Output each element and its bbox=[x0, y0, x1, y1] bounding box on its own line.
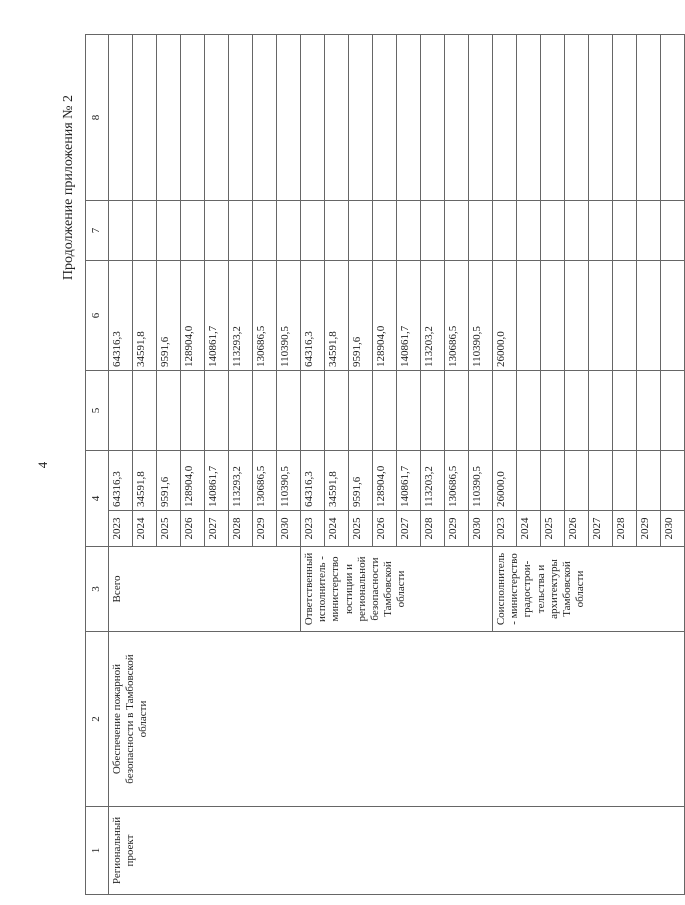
header-col-8: 8 bbox=[86, 35, 109, 201]
col8-cell bbox=[493, 35, 517, 201]
col4-value-cell: 34591,8 bbox=[325, 451, 349, 511]
col6-value-cell: 26000,0 bbox=[493, 261, 517, 371]
year-cell: 2024 bbox=[325, 511, 349, 547]
col6-value-cell: 34591,8 bbox=[325, 261, 349, 371]
year-cell: 2030 bbox=[277, 511, 301, 547]
col8-cell bbox=[109, 35, 133, 201]
col8-cell bbox=[181, 35, 205, 201]
rotated-page bbox=[35, 35, 675, 895]
col7-cell bbox=[613, 201, 637, 261]
col7-cell bbox=[205, 201, 229, 261]
col7-cell bbox=[661, 201, 685, 261]
budget-table bbox=[85, 34, 685, 895]
col5-cell bbox=[205, 371, 229, 451]
year-cell: 2028 bbox=[229, 511, 253, 547]
col8-cell bbox=[301, 35, 325, 201]
col4-value-cell bbox=[541, 451, 565, 511]
col8-cell bbox=[613, 35, 637, 201]
col7-cell bbox=[181, 201, 205, 261]
col8-cell bbox=[541, 35, 565, 201]
col8-cell bbox=[157, 35, 181, 201]
col5-cell bbox=[589, 371, 613, 451]
group-name-cell: Соисполнитель - министерство градострои- тельства и архитектуры Тамбовской области bbox=[493, 547, 685, 632]
col8-cell bbox=[661, 35, 685, 201]
group-name-cell: Всего bbox=[109, 547, 301, 632]
col6-value-cell: 140861,7 bbox=[397, 261, 421, 371]
col6-value-cell bbox=[637, 261, 661, 371]
col6-value-cell: 110390,5 bbox=[277, 261, 301, 371]
col8-cell bbox=[133, 35, 157, 201]
col6-value-cell bbox=[541, 261, 565, 371]
col7-cell bbox=[589, 201, 613, 261]
col7-cell bbox=[421, 201, 445, 261]
year-cell: 2027 bbox=[589, 511, 613, 547]
year-cell: 2029 bbox=[637, 511, 661, 547]
col5-cell bbox=[301, 371, 325, 451]
year-cell: 2023 bbox=[301, 511, 325, 547]
col6-value-cell: 128904,0 bbox=[373, 261, 397, 371]
col4-value-cell: 64316,3 bbox=[109, 451, 133, 511]
col4-value-cell: 9591,6 bbox=[349, 451, 373, 511]
col4-value-cell: 140861,7 bbox=[205, 451, 229, 511]
header-col-4: 4 bbox=[86, 451, 109, 547]
col5-cell bbox=[637, 371, 661, 451]
col6-value-cell bbox=[661, 261, 685, 371]
col8-cell bbox=[253, 35, 277, 201]
col4-value-cell bbox=[637, 451, 661, 511]
col6-value-cell: 64316,3 bbox=[301, 261, 325, 371]
col4-value-cell: 140861,7 bbox=[397, 451, 421, 511]
col6-value-cell: 130686,5 bbox=[445, 261, 469, 371]
col8-cell bbox=[565, 35, 589, 201]
col7-cell bbox=[373, 201, 397, 261]
year-cell: 2026 bbox=[565, 511, 589, 547]
year-cell: 2025 bbox=[157, 511, 181, 547]
col6-value-cell bbox=[565, 261, 589, 371]
col8-cell bbox=[373, 35, 397, 201]
col7-cell bbox=[133, 201, 157, 261]
col7-cell bbox=[637, 201, 661, 261]
year-cell: 2027 bbox=[205, 511, 229, 547]
col7-cell bbox=[349, 201, 373, 261]
col4-value-cell: 34591,8 bbox=[133, 451, 157, 511]
year-cell: 2030 bbox=[469, 511, 493, 547]
col4-value-cell bbox=[589, 451, 613, 511]
col8-cell bbox=[445, 35, 469, 201]
col7-cell bbox=[493, 201, 517, 261]
col8-cell bbox=[397, 35, 421, 201]
col6-value-cell bbox=[589, 261, 613, 371]
group-name-cell: Ответственный исполнитель - министерство юстиции и региональной безопасности Тамбовской области bbox=[301, 547, 493, 632]
col4-value-cell: 110390,5 bbox=[469, 451, 493, 511]
col7-cell bbox=[109, 201, 133, 261]
col5-cell bbox=[109, 371, 133, 451]
col4-value-cell bbox=[613, 451, 637, 511]
year-cell: 2025 bbox=[349, 511, 373, 547]
year-cell: 2024 bbox=[517, 511, 541, 547]
col6-value-cell: 9591,6 bbox=[157, 261, 181, 371]
col6-value-cell: 9591,6 bbox=[349, 261, 373, 371]
col5-cell bbox=[373, 371, 397, 451]
col5-cell bbox=[565, 371, 589, 451]
col6-value-cell bbox=[517, 261, 541, 371]
col7-cell bbox=[541, 201, 565, 261]
col5-cell bbox=[421, 371, 445, 451]
col4-value-cell: 130686,5 bbox=[445, 451, 469, 511]
col8-cell bbox=[517, 35, 541, 201]
col5-cell bbox=[277, 371, 301, 451]
table-row bbox=[109, 35, 133, 895]
page-number: 4 bbox=[35, 461, 50, 469]
year-cell: 2023 bbox=[493, 511, 517, 547]
col8-cell bbox=[589, 35, 613, 201]
col5-cell bbox=[133, 371, 157, 451]
col5-cell bbox=[541, 371, 565, 451]
continuation-label: Продолжение приложения № 2 bbox=[61, 95, 76, 281]
col4-value-cell: 9591,6 bbox=[157, 451, 181, 511]
col8-cell bbox=[277, 35, 301, 201]
col6-value-cell: 110390,5 bbox=[469, 261, 493, 371]
col4-value-cell: 130686,5 bbox=[253, 451, 277, 511]
col4-value-cell: 128904,0 bbox=[181, 451, 205, 511]
col6-value-cell: 140861,7 bbox=[205, 261, 229, 371]
table-body bbox=[109, 35, 685, 895]
col4-value-cell bbox=[517, 451, 541, 511]
col6-value-cell: 130686,5 bbox=[253, 261, 277, 371]
col5-cell bbox=[397, 371, 421, 451]
year-cell: 2028 bbox=[421, 511, 445, 547]
col7-cell bbox=[565, 201, 589, 261]
col8-cell bbox=[421, 35, 445, 201]
col5-cell bbox=[349, 371, 373, 451]
col5-cell bbox=[157, 371, 181, 451]
col5-cell bbox=[661, 371, 685, 451]
year-cell: 2026 bbox=[181, 511, 205, 547]
col6-value-cell: 113203,2 bbox=[421, 261, 445, 371]
col7-cell bbox=[397, 201, 421, 261]
col5-cell bbox=[469, 371, 493, 451]
col8-cell bbox=[637, 35, 661, 201]
col5-cell bbox=[325, 371, 349, 451]
col7-cell bbox=[277, 201, 301, 261]
col5-cell bbox=[181, 371, 205, 451]
col5-cell bbox=[445, 371, 469, 451]
col7-cell bbox=[301, 201, 325, 261]
col6-value-cell: 64316,3 bbox=[109, 261, 133, 371]
col5-cell bbox=[517, 371, 541, 451]
col7-cell bbox=[325, 201, 349, 261]
project-type-cell: Региональный проект bbox=[109, 807, 685, 895]
header-col-5: 5 bbox=[86, 371, 109, 451]
col8-cell bbox=[205, 35, 229, 201]
col7-cell bbox=[229, 201, 253, 261]
col4-value-cell: 64316,3 bbox=[301, 451, 325, 511]
col7-cell bbox=[445, 201, 469, 261]
col4-value-cell bbox=[661, 451, 685, 511]
col6-value-cell bbox=[613, 261, 637, 371]
year-cell: 2024 bbox=[133, 511, 157, 547]
col7-cell bbox=[517, 201, 541, 261]
year-cell: 2029 bbox=[253, 511, 277, 547]
col8-cell bbox=[469, 35, 493, 201]
year-cell: 2023 bbox=[109, 511, 133, 547]
header-col-1: 1 bbox=[86, 807, 109, 895]
year-cell: 2028 bbox=[613, 511, 637, 547]
header-row bbox=[86, 35, 109, 895]
col4-value-cell: 113293,2 bbox=[229, 451, 253, 511]
header-col-2: 2 bbox=[86, 632, 109, 807]
col4-value-cell: 113203,2 bbox=[421, 451, 445, 511]
col8-cell bbox=[349, 35, 373, 201]
col5-cell bbox=[613, 371, 637, 451]
year-cell: 2027 bbox=[397, 511, 421, 547]
year-cell: 2030 bbox=[661, 511, 685, 547]
col4-value-cell bbox=[565, 451, 589, 511]
col6-value-cell: 113293,2 bbox=[229, 261, 253, 371]
col8-cell bbox=[229, 35, 253, 201]
col6-value-cell: 128904,0 bbox=[181, 261, 205, 371]
col5-cell bbox=[229, 371, 253, 451]
col6-value-cell: 34591,8 bbox=[133, 261, 157, 371]
col4-value-cell: 110390,5 bbox=[277, 451, 301, 511]
col7-cell bbox=[469, 201, 493, 261]
year-cell: 2029 bbox=[445, 511, 469, 547]
header-col-7: 7 bbox=[86, 201, 109, 261]
year-cell: 2026 bbox=[373, 511, 397, 547]
col8-cell bbox=[325, 35, 349, 201]
col5-cell bbox=[253, 371, 277, 451]
col4-value-cell: 26000,0 bbox=[493, 451, 517, 511]
col4-value-cell: 128904,0 bbox=[373, 451, 397, 511]
year-cell: 2025 bbox=[541, 511, 565, 547]
col7-cell bbox=[157, 201, 181, 261]
project-name-cell: Обеспечение пожарной безопасности в Тамбовской области bbox=[109, 632, 685, 807]
col5-cell bbox=[493, 371, 517, 451]
header-col-3: 3 bbox=[86, 547, 109, 632]
header-col-6: 6 bbox=[86, 261, 109, 371]
col7-cell bbox=[253, 201, 277, 261]
